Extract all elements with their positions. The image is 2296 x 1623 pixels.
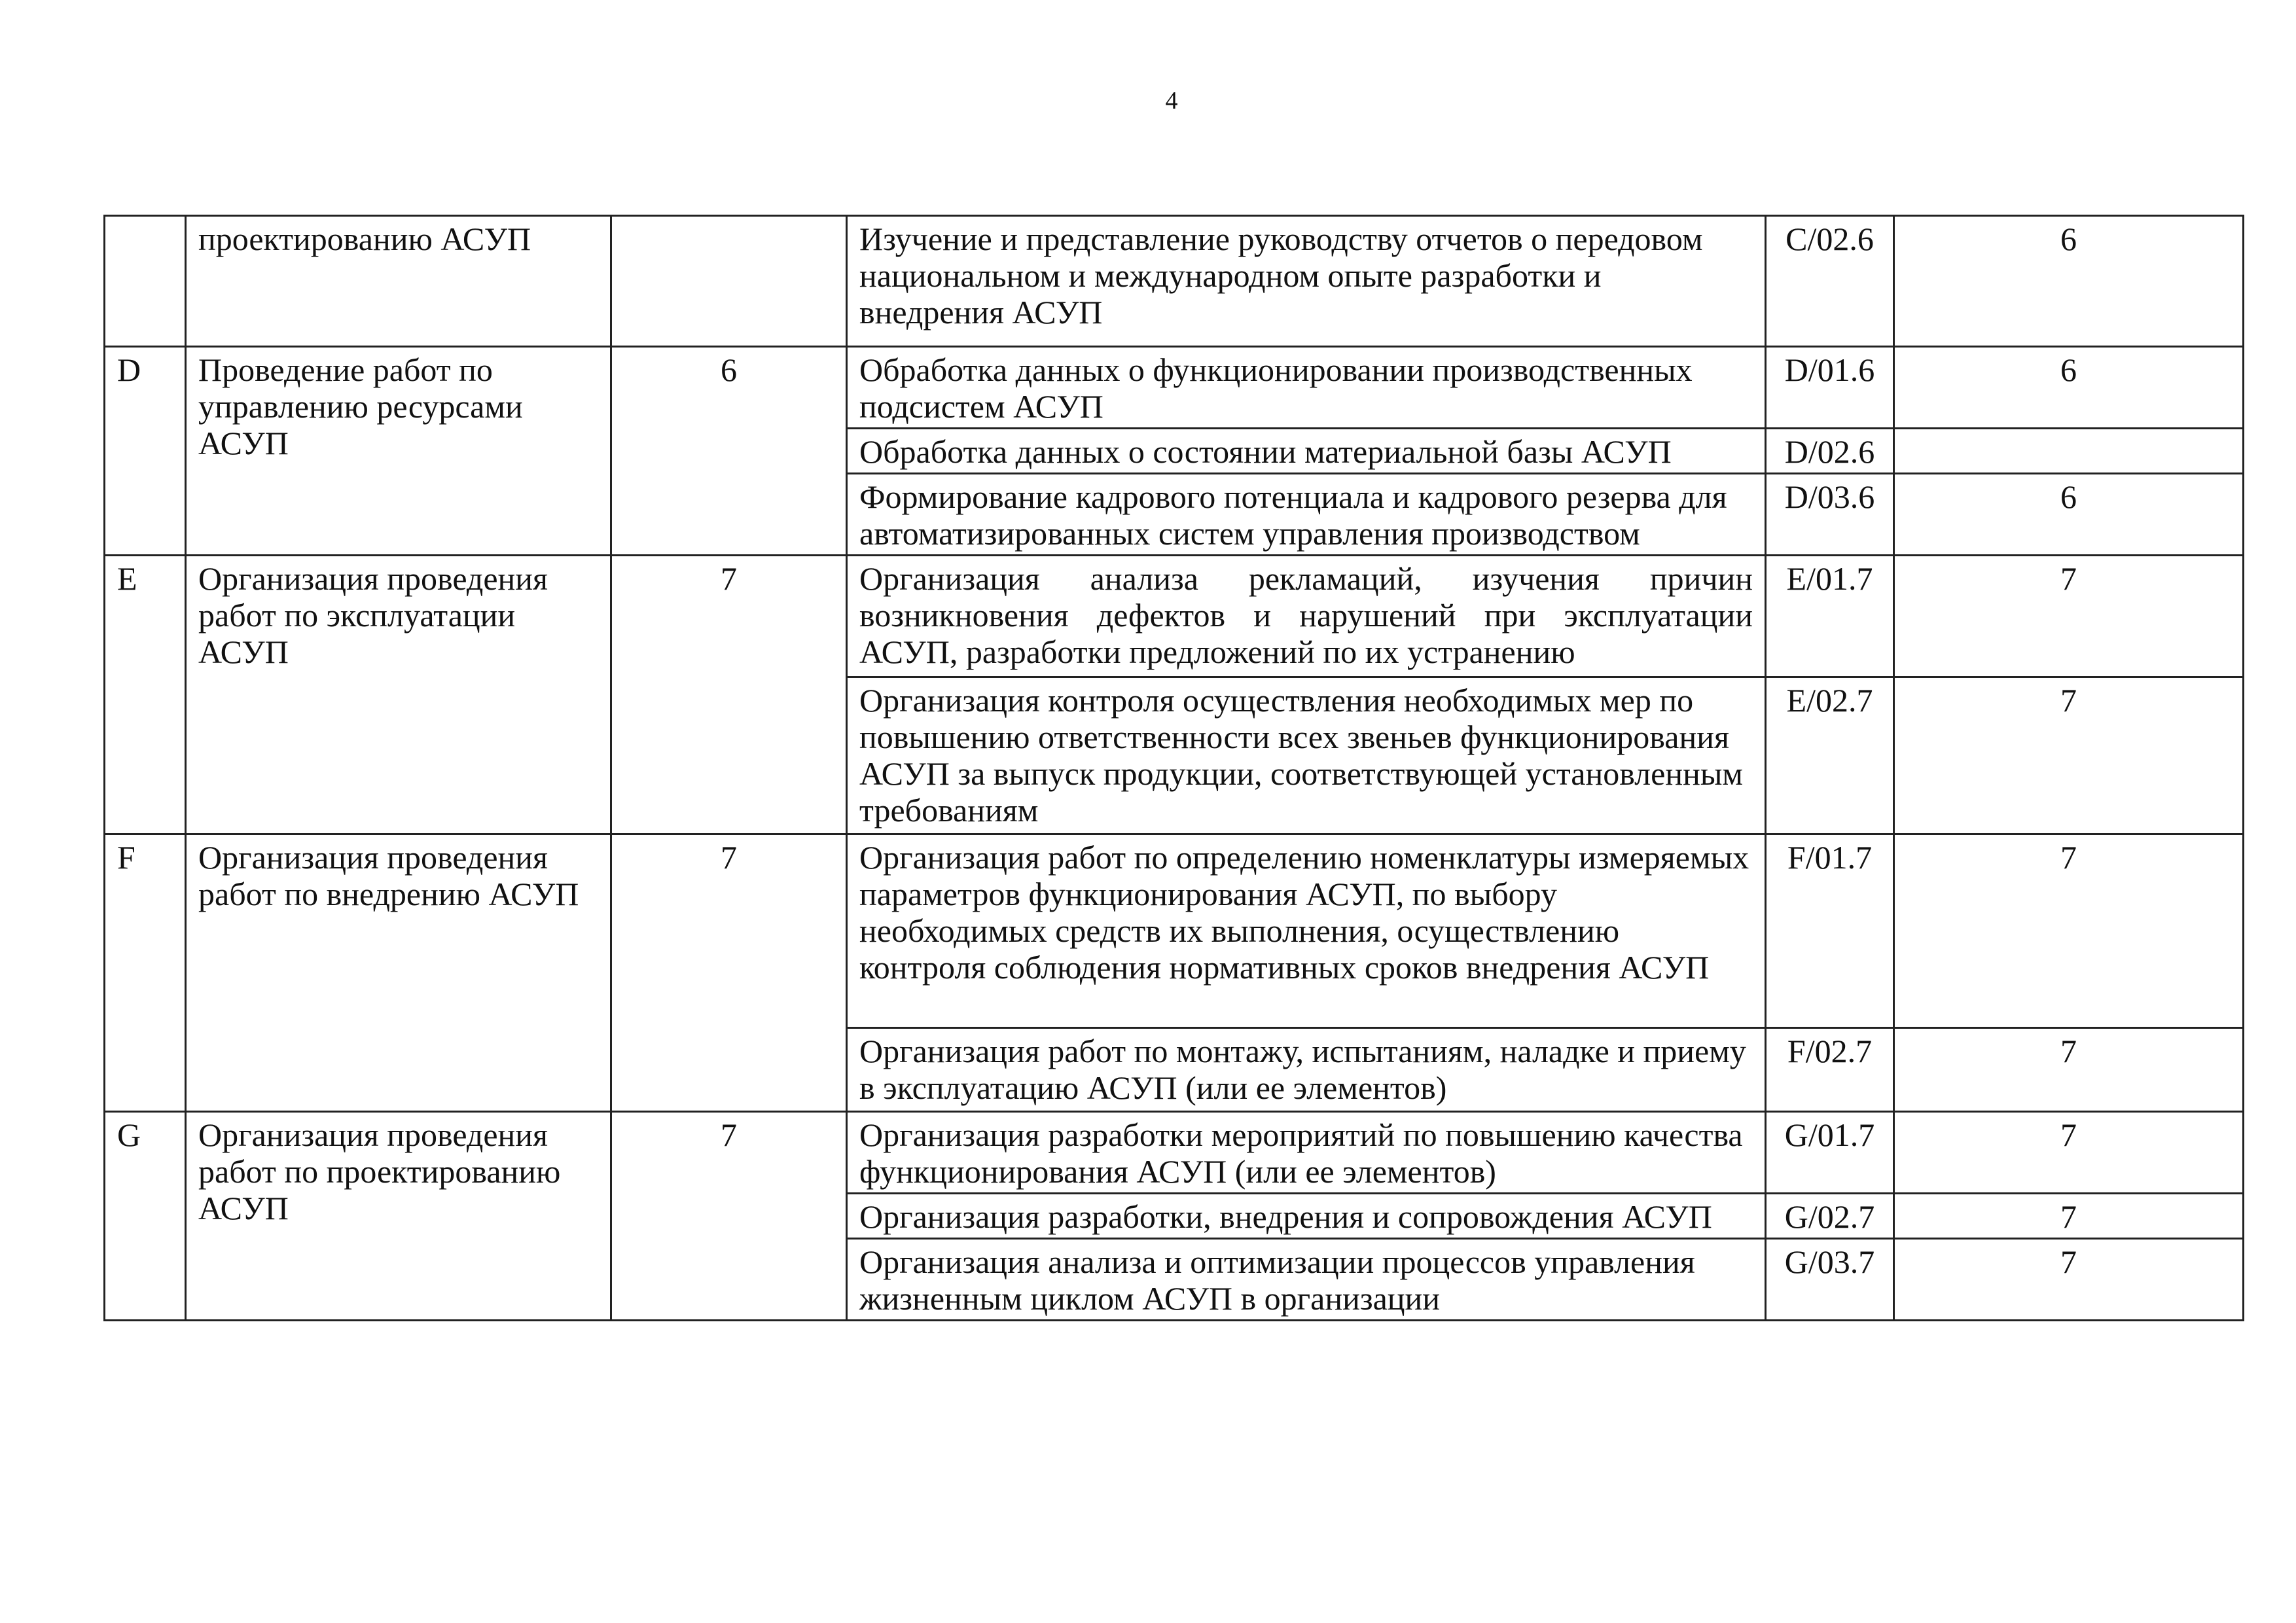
qualification-level — [611, 216, 847, 347]
generalized-function-name: Организация проведения работ по эксплуатации АСУП — [186, 556, 611, 834]
generalized-function-code: D — [105, 347, 186, 556]
labor-function-level: 7 — [1894, 1112, 2244, 1194]
table-row — [105, 556, 2244, 677]
labor-functions-table — [103, 215, 2244, 1321]
labor-function-code: E/02.7 — [1766, 677, 1894, 834]
labor-function-code: G/03.7 — [1766, 1239, 1894, 1321]
labor-function-code: F/01.7 — [1766, 834, 1894, 1028]
generalized-function-name: Проведение работ по управлению ресурсами АСУП — [186, 347, 611, 556]
labor-function-level — [1894, 429, 2244, 474]
table-row — [105, 216, 2244, 347]
labor-function-name: Формирование кадрового потенциала и кадрового резерва для автоматизированных систем управления производством — [847, 474, 1766, 556]
labor-function-name: Обработка данных о состоянии материальной базы АСУП — [847, 429, 1766, 474]
generalized-function-code — [105, 216, 186, 347]
table-row — [105, 1112, 2244, 1194]
labor-function-name: Обработка данных о функционировании производственных подсистем АСУП — [847, 347, 1766, 429]
labor-function-level: 6 — [1894, 347, 2244, 429]
labor-function-code: D/02.6 — [1766, 429, 1894, 474]
labor-function-name: Организация работ по монтажу, испытаниям, наладке и приему в эксплуатацию АСУП (или ее элементов) — [847, 1028, 1766, 1112]
labor-function-code: E/01.7 — [1766, 556, 1894, 677]
generalized-function-name: Организация проведения работ по проектированию АСУП — [186, 1112, 611, 1321]
generalized-function-code: E — [105, 556, 186, 834]
labor-function-level: 7 — [1894, 834, 2244, 1028]
labor-function-level: 7 — [1894, 1239, 2244, 1321]
labor-function-code: D/01.6 — [1766, 347, 1894, 429]
table-row — [105, 347, 2244, 429]
labor-function-level: 7 — [1894, 1194, 2244, 1239]
labor-function-name: Изучение и представление руководству отчетов о передовом национальном и международном опыте разработки и внедрения АСУП — [847, 216, 1766, 347]
labor-function-name: Организация разработки, внедрения и сопровождения АСУП — [847, 1194, 1766, 1239]
qualification-level: 7 — [611, 834, 847, 1112]
labor-function-name: Организация анализа и оптимизации процессов управления жизненным циклом АСУП в организации — [847, 1239, 1766, 1321]
labor-function-level: 6 — [1894, 216, 2244, 347]
labor-function-code: C/02.6 — [1766, 216, 1894, 347]
table-row — [105, 834, 2244, 1028]
labor-function-code: F/02.7 — [1766, 1028, 1894, 1112]
generalized-function-name: проектированию АСУП — [186, 216, 611, 347]
labor-function-code: G/02.7 — [1766, 1194, 1894, 1239]
labor-function-name: Организация разработки мероприятий по повышению качества функционирования АСУП (или ее элементов) — [847, 1112, 1766, 1194]
labor-function-level: 6 — [1894, 474, 2244, 556]
labor-function-name: Организация контроля осуществления необходимых мер по повышению ответственности всех звеньев функционирования АСУП за выпуск продукции, соответствующей установленным требованиям — [847, 677, 1766, 834]
generalized-function-code: F — [105, 834, 186, 1112]
labor-function-code: G/01.7 — [1766, 1112, 1894, 1194]
labor-function-level: 7 — [1894, 556, 2244, 677]
labor-function-level: 7 — [1894, 677, 2244, 834]
labor-function-name: Организация работ по определению номенклатуры измеряемых параметров функционирования АСУП, по выбору необходимых средств их выполнения, осуществлению контроля соблюдения нормативных сроков внедрения АСУП — [847, 834, 1766, 1028]
qualification-level: 7 — [611, 556, 847, 834]
qualification-level: 7 — [611, 1112, 847, 1321]
labor-function-code: D/03.6 — [1766, 474, 1894, 556]
page-number: 4 — [1165, 87, 1178, 115]
generalized-function-name: Организация проведения работ по внедрению АСУП — [186, 834, 611, 1112]
qualification-level: 6 — [611, 347, 847, 556]
labor-function-name: Организация анализа рекламаций, изучения причин возникновения дефектов и нарушений при эксплуатации АСУП, разработки предложений по их устранению — [847, 556, 1766, 677]
labor-function-level: 7 — [1894, 1028, 2244, 1112]
generalized-function-code: G — [105, 1112, 186, 1321]
